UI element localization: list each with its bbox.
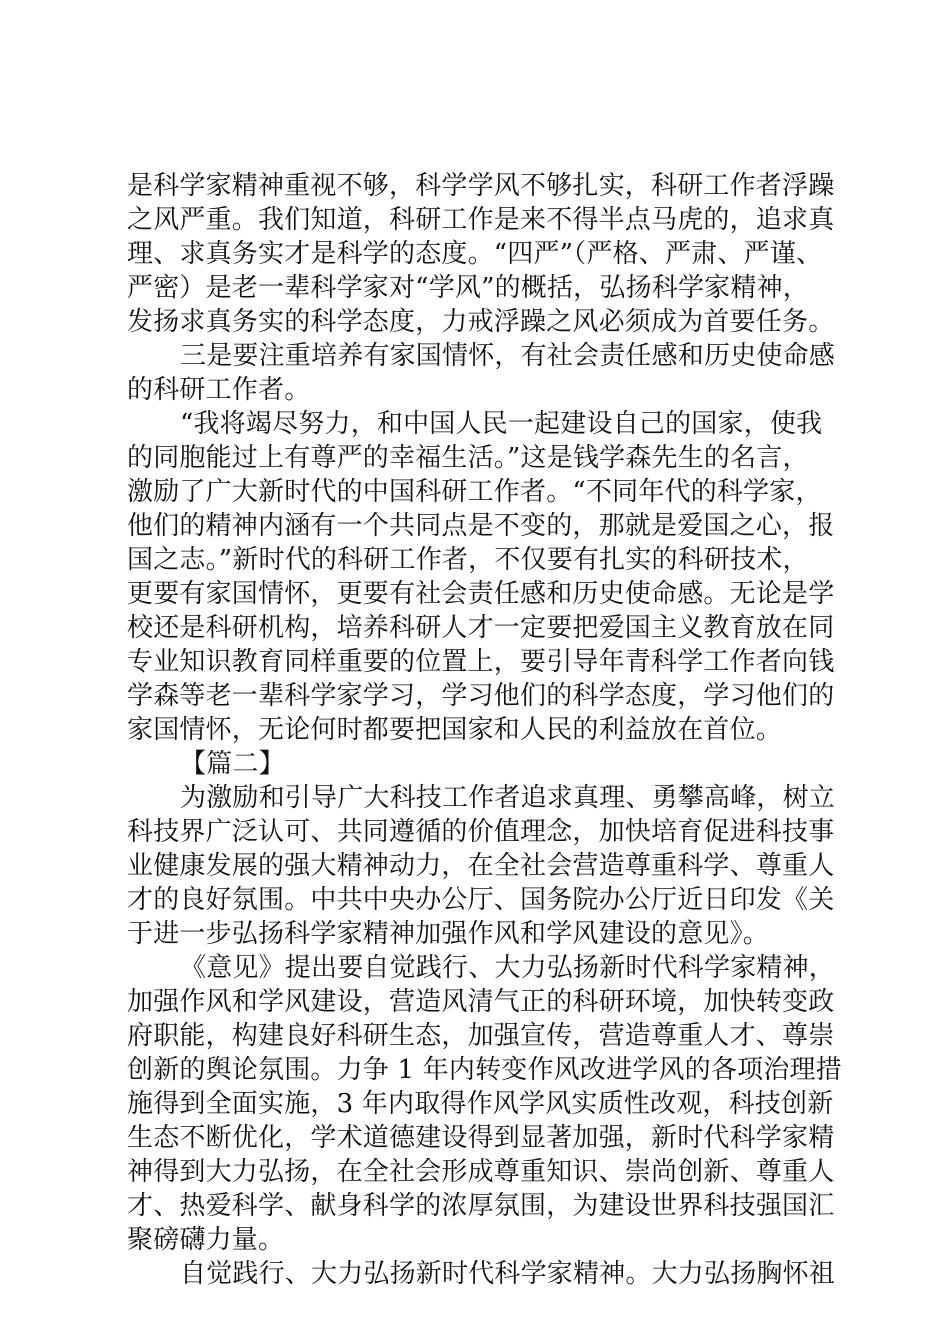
text-line: 理、求真务实才是科学的态度。“四严”（严格、严肃、严谨、 bbox=[127, 239, 823, 269]
text-line: 的同胞能过上有尊严的幸福生活。”这是钱学森先生的名言， bbox=[127, 443, 809, 473]
text-line: 生态不断优化，学术道德建设得到显著加强，新时代科学家精 bbox=[127, 1123, 835, 1153]
text-line: 神得到大力弘扬，在全社会形成尊重知识、崇尚创新、尊重人 bbox=[127, 1157, 835, 1187]
text-line: 学森等老一辈科学家学习，学习他们的科学态度，学习他们的 bbox=[127, 681, 835, 711]
text-line: 《意见》提出要自觉践行、大力弘扬新时代科学家精神， bbox=[180, 953, 836, 983]
text-line: 才的良好氛围。中共中央办公厅、国务院办公厅近日印发《关 bbox=[127, 885, 835, 915]
text-line: 科技界广泛认可、共同遵循的价值理念，加快培育促进科技事 bbox=[127, 817, 835, 847]
text-line: “我将竭尽努力，和中国人民一起建设自己的国家，使我 bbox=[180, 409, 823, 439]
section-heading: 【篇二】 bbox=[180, 749, 285, 779]
text-line: 自觉践行、大力弘扬新时代科学家精神。大力弘扬胸怀祖 bbox=[180, 1259, 836, 1289]
text-line: 国之志。”新时代的科研工作者，不仅要有扎实的科研技术， bbox=[127, 545, 809, 575]
text-line: 三是要注重培养有家国情怀，有社会责任感和历史使命感 bbox=[180, 341, 836, 371]
text-line: 是科学家精神重视不够，科学学风不够扎实，科研工作者浮躁 bbox=[127, 171, 835, 201]
text-line: 府职能，构建良好科研生态，加强宣传，营造尊重人才、尊崇 bbox=[127, 1021, 835, 1051]
text-line: 为激励和引导广大科技工作者追求真理、勇攀高峰，树立 bbox=[180, 783, 836, 813]
text-line: 校还是科研机构，培养科研人才一定要把爱国主义教育放在同 bbox=[127, 613, 835, 643]
text-line: 的科研工作者。 bbox=[127, 375, 311, 405]
text-line: 才、热爱科学、献身科学的浓厚氛围，为建设世界科技强国汇 bbox=[127, 1191, 835, 1221]
text-line: 施得到全面实施，3 年内取得作风学风实质性改观，科技创新 bbox=[127, 1089, 834, 1119]
text-line: 发扬求真务实的科学态度，力戒浮躁之风必须成为首要任务。 bbox=[127, 307, 835, 337]
text-line: 业健康发展的强大精神动力，在全社会营造尊重科学、尊重人 bbox=[127, 851, 835, 881]
text-line: 激励了广大新时代的中国科研工作者。“不同年代的科学家， bbox=[127, 477, 822, 507]
text-line: 严密）是老一辈科学家对“学风”的概括，弘扬科学家精神， bbox=[127, 273, 809, 303]
text-line: 于进一步弘扬科学家精神加强作风和学风建设的意见》。 bbox=[127, 919, 770, 949]
text-line: 加强作风和学风建设，营造风清气正的科研环境，加快转变政 bbox=[127, 987, 835, 1017]
text-line: 家国情怀，无论何时都要把国家和人民的利益放在首位。 bbox=[127, 715, 783, 745]
text-line: 创新的舆论氛围。力争 1 年内转变作风改进学风的各项治理措 bbox=[127, 1055, 842, 1085]
text-line: 聚磅礴力量。 bbox=[127, 1225, 285, 1255]
text-line: 更要有家国情怀，更要有社会责任感和历史使命感。无论是学 bbox=[127, 579, 835, 609]
text-line: 之风严重。我们知道，科研工作是来不得半点马虎的，追求真 bbox=[127, 205, 835, 235]
text-line: 专业知识教育同样重要的位置上，要引导年青科学工作者向钱 bbox=[127, 647, 835, 677]
text-line: 他们的精神内涵有一个共同点是不变的，那就是爱国之心，报 bbox=[127, 511, 835, 541]
